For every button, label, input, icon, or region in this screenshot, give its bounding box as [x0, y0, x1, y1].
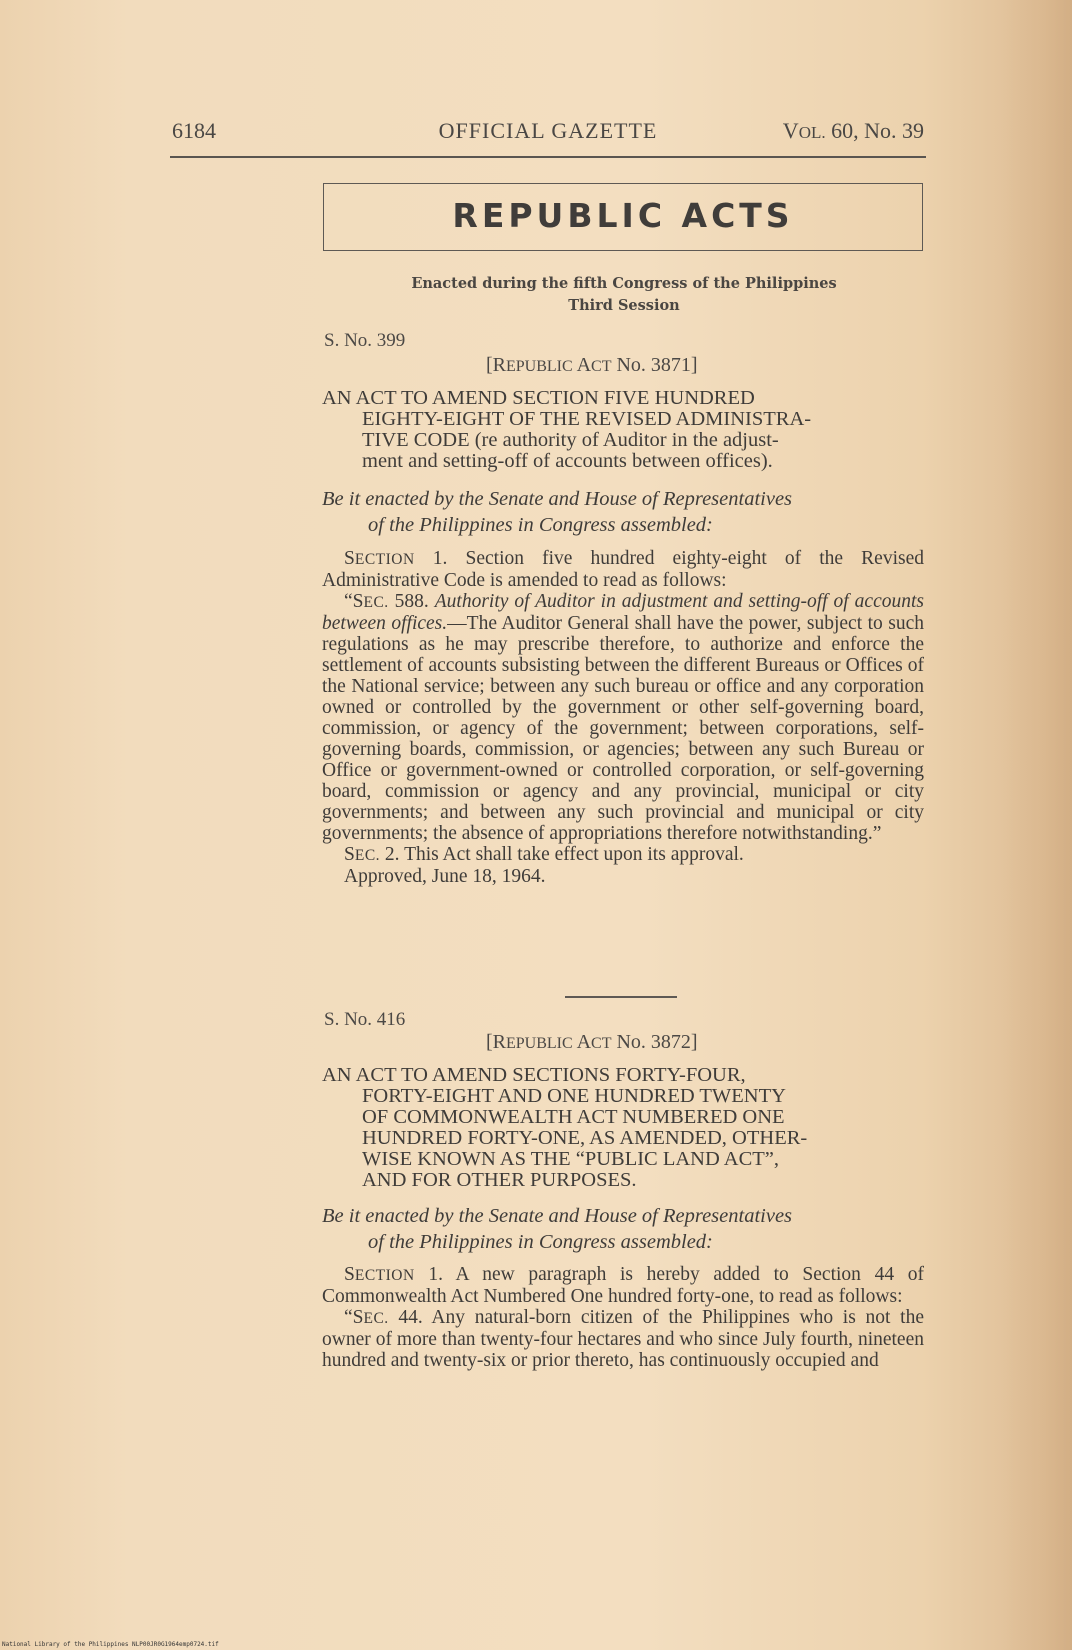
act2-title-line: FORTY-EIGHT AND ONE HUNDRED TWENTY	[362, 1085, 786, 1107]
act2-title-line: HUNDRED FORTY-ONE, AS AMENDED, OTHER-	[362, 1127, 808, 1149]
act1-body	[322, 548, 924, 887]
act1-section-2: SEC. 2. This Act shall take effect upon its approval.	[344, 844, 744, 865]
act2-title	[322, 1065, 924, 1191]
page-header	[172, 118, 924, 150]
act1-section-588: “SEC. 588. Authority of Auditor in adjustment and setting-off of accounts between offices.—The Auditor General shall have the power, subject to such regulations as he may prescribe therefore, to authorize and enforce the settlement of accounts subsisting between the different Bureaus or Offices of the National service; between any such bureau or office and any corporation owned or controlled by the government or other self-governing board, commission, or agency of the government; between corporations, self-governing boards, commission, or agencies; between any such Bureau or Office or government-owned or controlled corporation, or self-governing board, commission or agency and any provincial, municipal or city governments; and between any such provincial and municipal or city governments; the absence of appropriations therefore notwithstanding.”	[322, 591, 925, 844]
act-divider	[565, 996, 677, 998]
act1-enacting-clause: Be it enacted by the Senate and House of Representatives of the Philippines in Congress assembled:	[322, 488, 793, 536]
act2-section-44: “SEC. 44. Any natural-born citizen of the Philippines who is not the owner of more than twenty-four hectares and who since July fourth, nineteen hundred and twenty-six or prior thereto, has continuously occupied and	[322, 1307, 924, 1371]
publication-title: OFFICIAL GAZETTE	[438, 118, 658, 143]
enacted-note	[324, 273, 924, 317]
act2-title-line: AN ACT TO AMEND SECTIONS FORTY-FOUR,	[322, 1064, 746, 1086]
act2-section-1: SECTION 1. A new paragraph is hereby added to Section 44 of Commonwealth Act Numbered One hundred forty-one, to read as follows:	[322, 1264, 924, 1307]
act1-title-line: AN ACT TO AMEND SECTION FIVE HUNDRED	[322, 387, 755, 409]
header-rule	[170, 156, 926, 158]
act2-body	[322, 1264, 924, 1371]
act1-title	[322, 388, 924, 472]
banner-title: REPUBLIC ACTS	[452, 196, 794, 235]
act2-title-line: WISE KNOWN AS THE “PUBLIC LAND ACT”,	[362, 1148, 779, 1170]
act2-title-line: OF COMMONWEALTH ACT NUMBERED ONE	[362, 1106, 785, 1128]
section-banner	[323, 183, 923, 251]
volume-number: VOL. 60, No. 39	[782, 118, 924, 143]
act1-title-line: TIVE CODE (re authority of Auditor in the adjust-	[362, 429, 779, 451]
page-number: 6184	[172, 118, 216, 143]
enacted-line-2: Third Session	[568, 297, 680, 314]
act1-republic-act-number: [REPUBLIC ACT No. 3871]	[486, 354, 698, 376]
act1-section-1: SECTION 1. Section five hundred eighty-eight of the Revised Administrative Code is amended to read as follows:	[322, 548, 924, 591]
act1-title-line: ment and setting-off of accounts between offices).	[362, 450, 773, 472]
act1-approved: Approved, June 18, 1964.	[344, 866, 546, 887]
act1-title-line: EIGHTY-EIGHT OF THE REVISED ADMINISTRA-	[362, 408, 812, 430]
act2-enacting-clause: Be it enacted by the Senate and House of Representatives of the Philippines in Congress assembled:	[322, 1205, 793, 1253]
act2-title-line: AND FOR OTHER PURPOSES.	[362, 1169, 637, 1191]
act1-senate-number: S. No. 399	[324, 330, 406, 351]
page-edge-shading	[1002, 0, 1072, 1650]
act2-senate-number: S. No. 416	[324, 1009, 406, 1030]
scan-footer-note: National Library of the Philippines NLP00JR0G1964emp0724.tif	[2, 1641, 219, 1648]
act2-republic-act-number: [REPUBLIC ACT No. 3872]	[486, 1031, 698, 1053]
enacted-line-1: Enacted during the fifth Congress of the Philippines	[411, 275, 837, 292]
